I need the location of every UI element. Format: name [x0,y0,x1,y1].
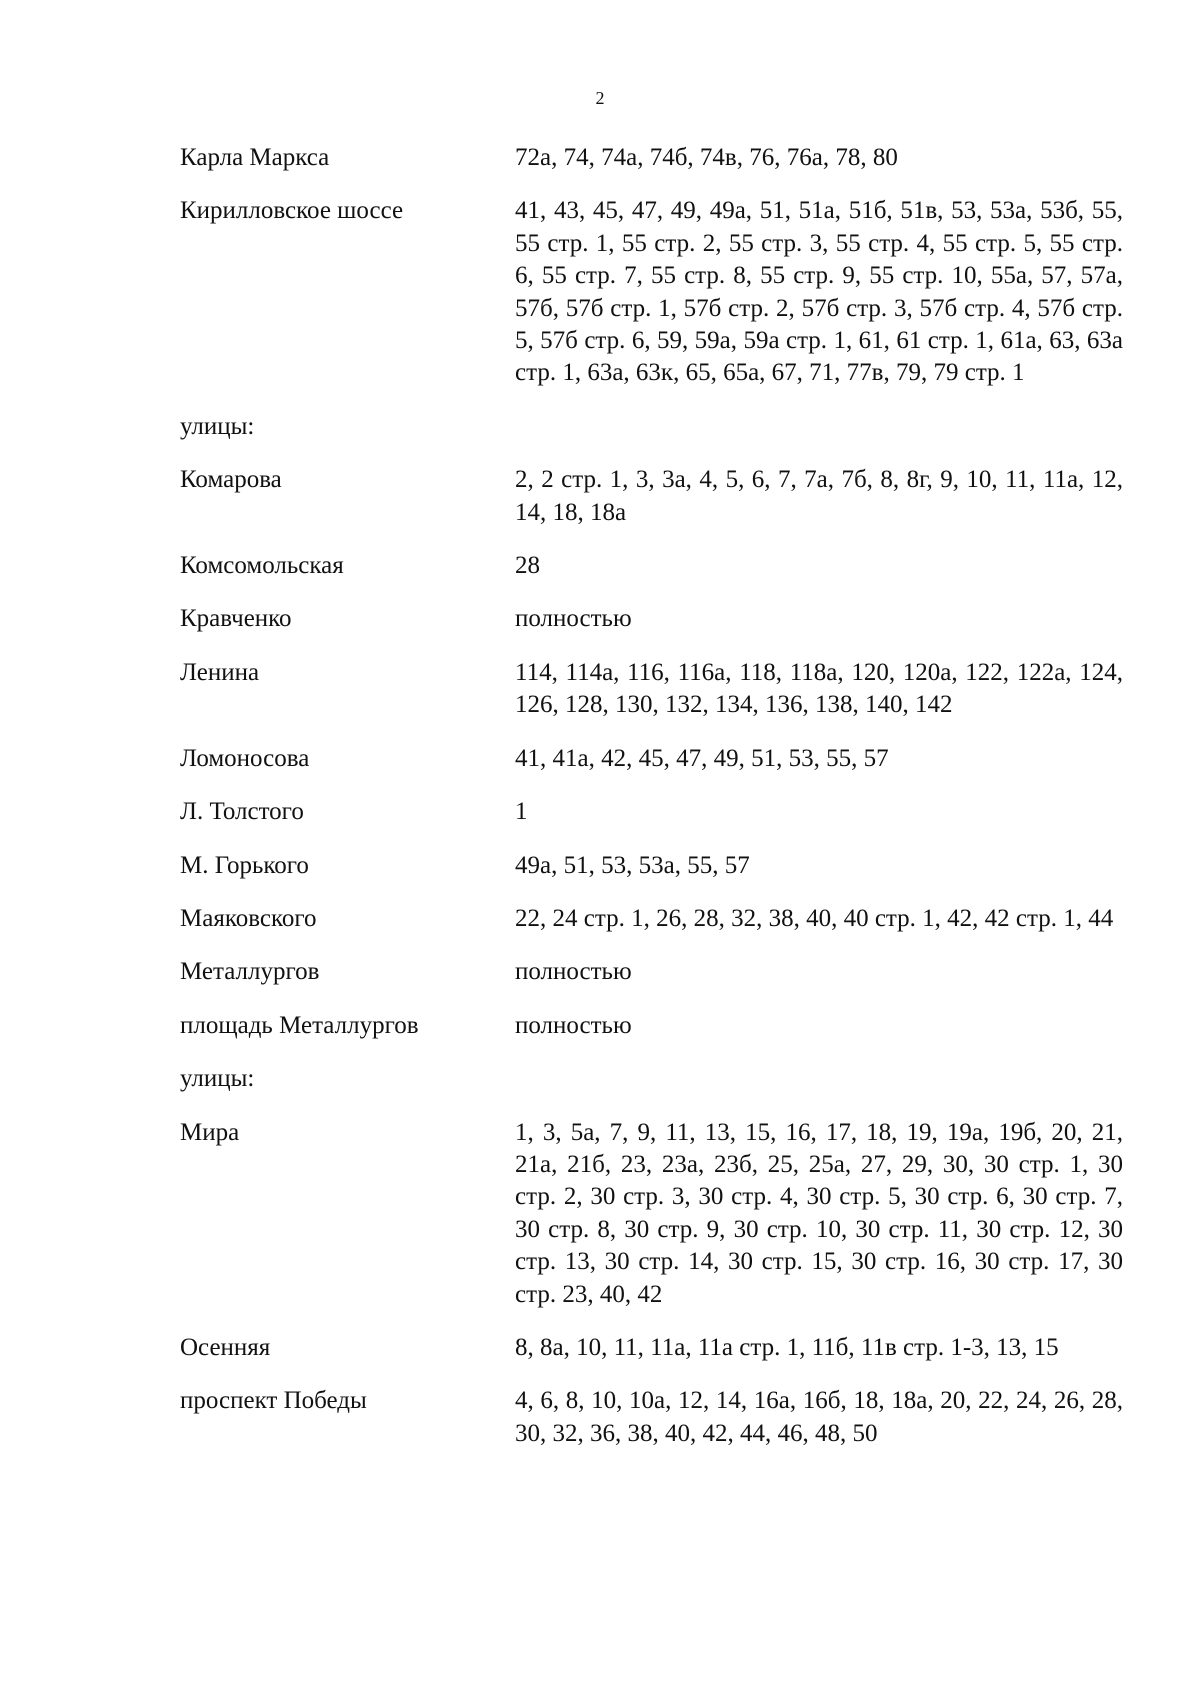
house-numbers: 41, 41а, 42, 45, 47, 49, 51, 53, 55, 57 [515,744,889,772]
address-list [180,142,1125,1471]
section-heading: улицы: [180,412,255,440]
street-name: Карла Маркса [180,144,330,171]
house-numbers: 4, 6, 8, 10, 10а, 12, 14, 16а, 16б, 18, 18а, 20, 22, 24, 26, 28, 30, 32, 36, 38, 40, 42, 44, 46, 48, 50 [515,1387,1123,1447]
house-numbers: 114, 114а, 116, 116а, 118, 118а, 120, 120а, 122, 122а, 124, 126, 128, 130, 132, 134, 136, 138, 140, 142 [515,658,1123,719]
street-name: Кирилловское шоссе [180,197,404,225]
address-entry [180,464,1125,529]
address-entry [180,603,1125,635]
street-name: Кравченко [180,605,292,633]
house-numbers: 8, 8а, 10, 11, 11а, 11а стр. 1, 11б, 11в стр. 1-3, 13, 15 [515,1333,1059,1361]
house-numbers: 2, 2 стр. 1, 3, 3а, 4, 5, 6, 7, 7а, 7б, 8, 8г, 9, 10, 11, 11а, 12, 14, 18, 18а [515,466,1123,526]
address-entry [180,1332,1125,1364]
address-entry [180,956,1125,988]
house-numbers: 49а, 51, 53, 53а, 55, 57 [515,851,750,879]
street-name: Ленина [180,658,260,686]
address-entry [180,142,1125,174]
street-name: Осенняя [180,1333,271,1361]
address-entry [180,850,1125,882]
address-entry [180,1385,1125,1450]
address-entry [180,550,1125,582]
page-number: 2 [595,88,605,108]
house-numbers: полностью [515,605,632,633]
house-numbers: 41, 43, 45, 47, 49, 49а, 51, 51а, 51б, 51в, 53, 53а, 53б, 55, 55 стр. 1, 55 стр. 2, 55 стр. 3, 55 стр. 4, 55 стр. 5, 55 стр. 6, 55 стр. 7, 55 стр. 8, 55 стр. 9, 55 стр. 10, 55а, 57, 57а, 57б, 57б стр. 1, 57б стр. 2, 57б стр. 3, 57б стр. 4, 57б стр. 5, 57б стр. 6, 59, 59а, 59а стр. 1, 61, 61 стр. 1, 61а, 63, 63а стр. 1, 63а, 63к, 65, 65а, 67, 71, 77в, 79, 79 стр. 1 [515,197,1123,387]
house-numbers: 72а, 74, 74а, 74б, 74в, 76, 76а, 78, 80 [515,144,898,171]
address-entry [180,1010,1125,1042]
street-name: Ломоносова [180,744,310,772]
address-entry [180,657,1125,722]
street-name: М. Горького [180,851,309,879]
street-name: проспект Победы [180,1387,367,1415]
house-numbers: 22, 24 стр. 1, 26, 28, 32, 38, 40, 40 стр. 1, 42, 42 стр. 1, 44 [515,904,1114,932]
address-entry [180,903,1125,935]
address-entry [180,743,1125,775]
street-name: Металлургов [180,958,320,986]
street-name: Комарова [180,466,282,494]
street-name: Мира [180,1118,240,1146]
street-name: площадь Металлургов [180,1011,419,1039]
street-name: Комсомольская [180,552,344,580]
house-numbers: полностью [515,958,632,986]
address-entry [180,1117,1125,1311]
street-name: Маяковского [180,904,317,932]
address-entry [180,195,1125,389]
house-numbers: 1, 3, 5а, 7, 9, 11, 13, 15, 16, 17, 18, 19, 19а, 19б, 20, 21, 21а, 21б, 23, 23а, 23б, 25, 25а, 27, 29, 30, 30 стр. 1, 30 стр. 2, 30 стр. 3, 30 стр. 4, 30 стр. 5, 30 стр. 6, 30 стр. 7, 30 стр. 8, 30 стр. 9, 30 стр. 10, 30 стр. 11, 30 стр. 12, 30 стр. 13, 30 стр. 14, 30 стр. 15, 30 стр. 16, 30 стр. 17, 30 стр. 23, 40, 42 [515,1118,1123,1308]
section-heading: улицы: [180,1065,255,1093]
house-numbers: 1 [515,798,528,826]
street-name: Л. Толстого [180,798,304,826]
house-numbers: 28 [515,552,540,580]
address-entry [180,796,1125,828]
house-numbers: полностью [515,1011,632,1039]
